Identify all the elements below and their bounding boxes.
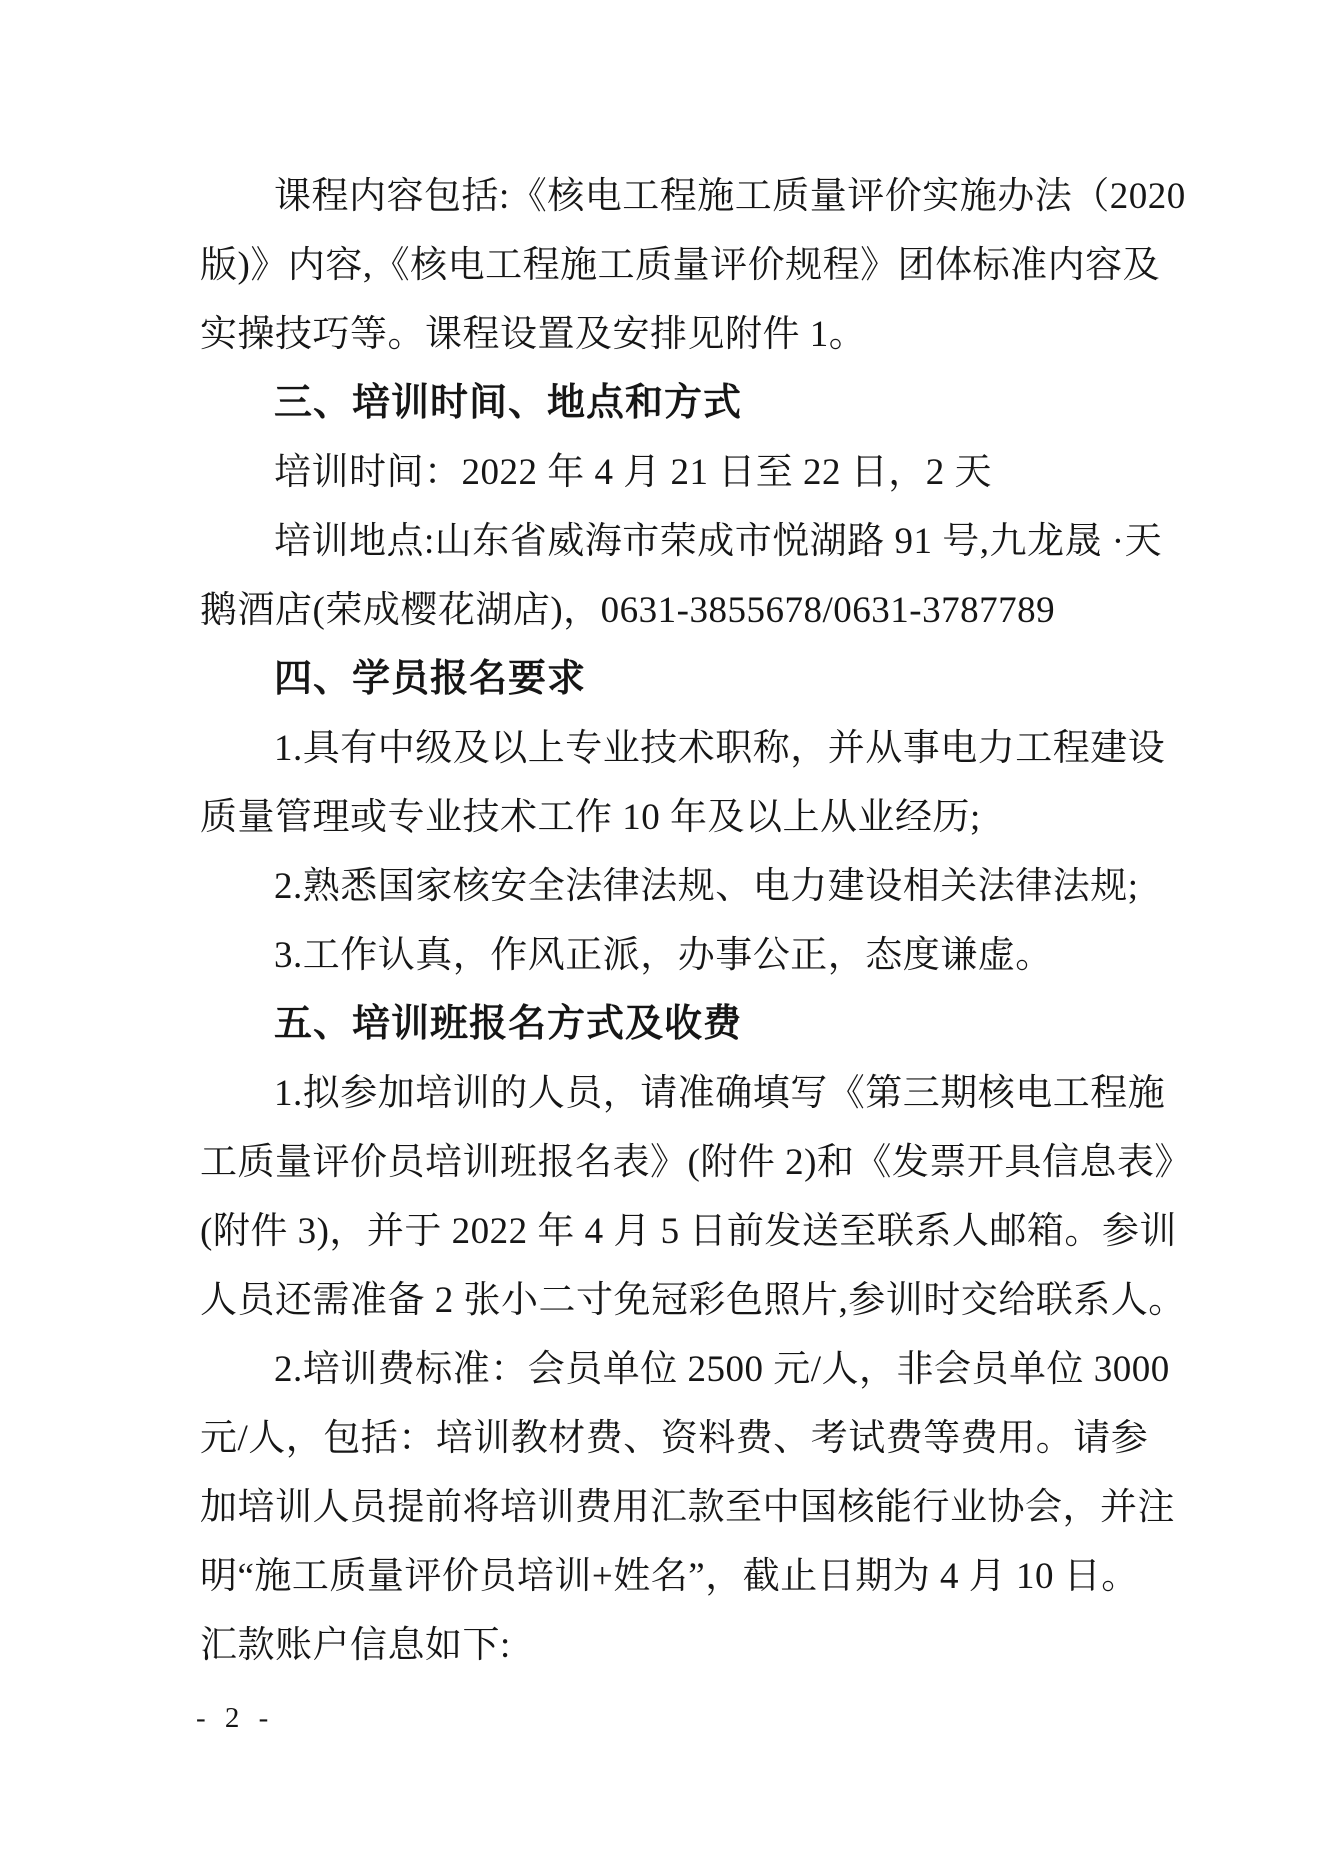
section-heading-4: 四、学员报名要求 — [274, 658, 587, 700]
page-number: - 2 - — [196, 1702, 275, 1734]
paragraph-line: 实操技巧等。课程设置及安排见附件 1。 — [200, 314, 867, 355]
paragraph-line: 2.培训费标准：会员单位 2500 元/人，非会员单位 3000 — [274, 1349, 1170, 1390]
paragraph-line: 培训时间：2022 年 4 月 21 日至 22 日，2 天 — [274, 452, 992, 493]
paragraph-line: (附件 3)，并于 2022 年 4 月 5 日前发送至联系人邮箱。参训 — [200, 1211, 1177, 1252]
paragraph-line: 鹅酒店(荣成樱花湖店)，0631-3855678/0631-3787789 — [200, 590, 1056, 631]
paragraph-line: 质量管理或专业技术工作 10 年及以上从业经历; — [200, 797, 981, 838]
paragraph-line: 明“施工质量评价员培训+姓名”，截止日期为 4 月 10 日。 — [200, 1556, 1139, 1597]
paragraph-line: 课程内容包括:《核电工程施工质量评价实施办法（2020 — [274, 176, 1186, 217]
paragraph-line: 3.工作认真，作风正派，办事公正，态度谦虚。 — [274, 935, 1053, 976]
section-heading-3: 三、培训时间、地点和方式 — [274, 382, 743, 424]
paragraph-line: 1.拟参加培训的人员，请准确填写《第三期核电工程施 — [274, 1073, 1166, 1114]
paragraph-line: 加培训人员提前将培训费用汇款至中国核能行业协会，并注 — [200, 1487, 1175, 1528]
paragraph-line: 元/人，包括：培训教材费、资料费、考试费等费用。请参 — [200, 1418, 1149, 1459]
document-body — [200, 162, 1192, 1680]
paragraph-line: 1.具有中级及以上专业技术职称，并从事电力工程建设 — [274, 728, 1166, 769]
paragraph-line: 版)》内容,《核电工程施工质量评价规程》团体标准内容及 — [200, 245, 1161, 286]
paragraph-line: 人员还需准备 2 张小二寸免冠彩色照片,参训时交给联系人。 — [200, 1280, 1186, 1321]
paragraph-line: 培训地点:山东省威海市荣成市悦湖路 91 号,九龙晟 ·天 — [274, 521, 1163, 562]
section-heading-5: 五、培训班报名方式及收费 — [274, 1003, 743, 1045]
paragraph-line: 工质量评价员培训班报名表》(附件 2)和《发票开具信息表》 — [200, 1142, 1192, 1183]
paragraph-line: 汇款账户信息如下: — [200, 1625, 511, 1666]
paragraph-line: 2.熟悉国家核安全法律法规、电力建设相关法律法规; — [274, 866, 1139, 907]
